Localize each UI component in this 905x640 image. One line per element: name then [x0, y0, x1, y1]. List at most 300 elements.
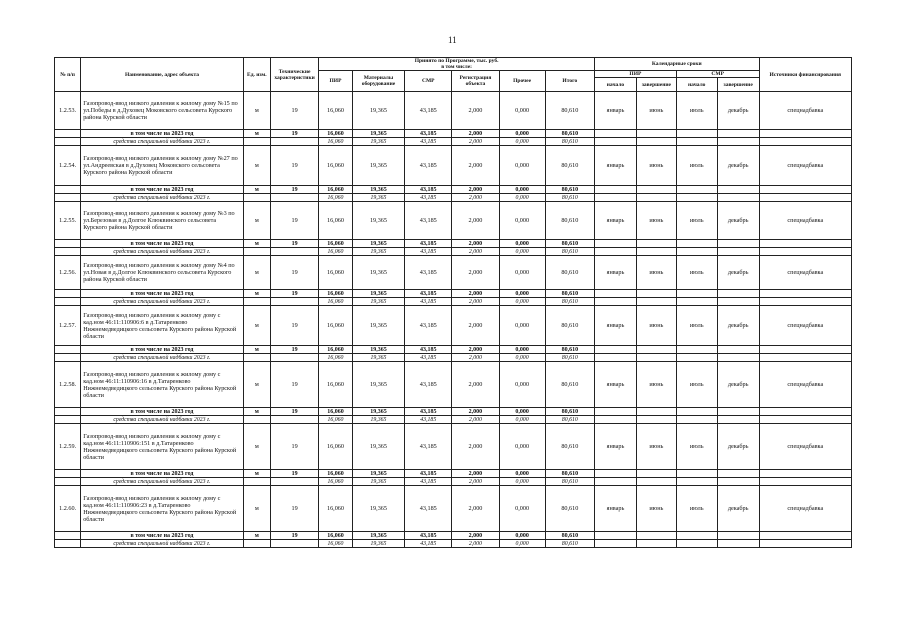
empty-cell — [243, 416, 270, 424]
header-cal-smr: СМР — [676, 71, 759, 78]
subtotal-unit: м — [243, 408, 270, 416]
empty-cell — [717, 478, 759, 486]
header-num: № п/п — [55, 58, 81, 92]
funding-source: спецнадбавка — [759, 202, 851, 240]
empty-cell — [676, 248, 717, 256]
header-unit: Ед. изм. — [243, 58, 270, 92]
empty-cell — [717, 248, 759, 256]
header-pir: ПИР — [319, 71, 353, 92]
other-value: 0,000 — [499, 202, 545, 240]
special-fund-smr: 43,185 — [405, 354, 452, 362]
empty-cell — [636, 408, 676, 416]
total-value: 80,610 — [545, 256, 594, 290]
smr-value: 43,185 — [405, 306, 452, 346]
registration-value: 2,000 — [452, 424, 499, 470]
funding-source: спецнадбавка — [759, 256, 851, 290]
special-fund-other: 0,000 — [499, 298, 545, 306]
pir-end: июнь — [636, 146, 676, 186]
special-fund-registration: 2,000 — [452, 248, 499, 256]
empty-cell — [595, 354, 637, 362]
header-registration: Регистрация объекта — [452, 71, 499, 92]
special-fund-registration: 2,000 — [452, 540, 499, 548]
empty-cell — [676, 290, 717, 298]
special-fund-other: 0,000 — [499, 354, 545, 362]
empty-cell — [55, 290, 81, 298]
header-accepted — [319, 58, 595, 71]
table-row — [55, 92, 852, 130]
subtotal-unit: м — [243, 290, 270, 298]
subtotal-label: в том числе на 2023 год — [81, 130, 244, 138]
unit: м — [243, 146, 270, 186]
special-fund-label: средства специальной надбавки 2023 г. — [81, 540, 244, 548]
tech-value: 19 — [270, 486, 318, 532]
smr-end: декабрь — [717, 306, 759, 346]
header-start-pir: начало — [595, 78, 637, 92]
total-value: 80,610 — [545, 424, 594, 470]
materials-value: 19,365 — [352, 202, 404, 240]
empty-cell — [717, 354, 759, 362]
subtotal-row — [55, 240, 852, 248]
registration-value: 2,000 — [452, 362, 499, 408]
smr-end: декабрь — [717, 362, 759, 408]
subtotal-registration: 2,000 — [452, 408, 499, 416]
total-value: 80,610 — [545, 362, 594, 408]
total-value: 80,610 — [545, 486, 594, 532]
empty-cell — [270, 248, 318, 256]
subtotal-other: 0,000 — [499, 130, 545, 138]
funding-source: спецнадбавка — [759, 306, 851, 346]
total-value: 80,610 — [545, 92, 594, 130]
object-name: Газопровод-ввод низкого давления к жилому дому №3 по ул.Березовая в д.Долгое Клюквинского сельсовета Курского района Курской области — [81, 202, 244, 240]
empty-cell — [595, 470, 637, 478]
other-value: 0,000 — [499, 92, 545, 130]
registration-value: 2,000 — [452, 486, 499, 532]
empty-cell — [676, 186, 717, 194]
pir-end: июнь — [636, 362, 676, 408]
empty-cell — [636, 138, 676, 146]
smr-value: 43,185 — [405, 362, 452, 408]
total-value: 80,610 — [545, 306, 594, 346]
header-end-pir: завершение — [636, 78, 676, 92]
empty-cell — [759, 540, 851, 548]
special-fund-pir: 16,060 — [319, 354, 353, 362]
special-fund-other: 0,000 — [499, 194, 545, 202]
subtotal-pir: 16,060 — [319, 240, 353, 248]
empty-cell — [676, 408, 717, 416]
empty-cell — [636, 130, 676, 138]
empty-cell — [717, 408, 759, 416]
empty-cell — [595, 408, 637, 416]
subtotal-tech: 19 — [270, 186, 318, 194]
special-fund-other: 0,000 — [499, 416, 545, 424]
empty-cell — [55, 186, 81, 194]
empty-cell — [595, 240, 637, 248]
materials-value: 19,365 — [352, 306, 404, 346]
empty-cell — [676, 478, 717, 486]
special-fund-label: средства специальной надбавки 2023 г. — [81, 354, 244, 362]
empty-cell — [636, 346, 676, 354]
empty-cell — [270, 194, 318, 202]
empty-cell — [759, 478, 851, 486]
empty-cell — [55, 194, 81, 202]
object-name: Газопровод-ввод низкого давления к жилому дому с кад.ном 46:11:110906:151 в д.Татаренково Нижнемедведицкого сельсовета Курского района Курской области — [81, 424, 244, 470]
unit: м — [243, 92, 270, 130]
pir-end: июнь — [636, 306, 676, 346]
funding-source: спецнадбавка — [759, 486, 851, 532]
special-fund-other: 0,000 — [499, 138, 545, 146]
empty-cell — [759, 240, 851, 248]
empty-cell — [243, 540, 270, 548]
empty-cell — [595, 248, 637, 256]
subtotal-unit: м — [243, 532, 270, 540]
empty-cell — [595, 478, 637, 486]
subtotal-tech: 19 — [270, 130, 318, 138]
empty-cell — [595, 532, 637, 540]
special-fund-smr: 43,185 — [405, 138, 452, 146]
subtotal-smr: 43,185 — [405, 186, 452, 194]
subtotal-pir: 16,060 — [319, 470, 353, 478]
empty-cell — [270, 540, 318, 548]
smr-start: июль — [676, 362, 717, 408]
subtotal-other: 0,000 — [499, 470, 545, 478]
smr-value: 43,185 — [405, 92, 452, 130]
empty-cell — [55, 240, 81, 248]
empty-cell — [55, 470, 81, 478]
pir-value: 16,060 — [319, 146, 353, 186]
special-fund-row — [55, 416, 852, 424]
empty-cell — [636, 290, 676, 298]
pir-value: 16,060 — [319, 424, 353, 470]
special-fund-other: 0,000 — [499, 478, 545, 486]
registration-value: 2,000 — [452, 92, 499, 130]
special-fund-pir: 16,060 — [319, 478, 353, 486]
smr-start: июль — [676, 92, 717, 130]
special-fund-row — [55, 540, 852, 548]
empty-cell — [759, 408, 851, 416]
funding-source: спецнадбавка — [759, 424, 851, 470]
subtotal-registration: 2,000 — [452, 346, 499, 354]
empty-cell — [759, 186, 851, 194]
special-fund-label: средства специальной надбавки 2023 г. — [81, 138, 244, 146]
special-fund-total: 80,610 — [545, 416, 594, 424]
materials-value: 19,365 — [352, 362, 404, 408]
smr-end: декабрь — [717, 486, 759, 532]
object-name: Газопровод-ввод низкого давления к жилому дому с кад.ном 46:11:110906:16 в д.Татаренково Нижнемедведицкого сельсовета Курского района Курской области — [81, 362, 244, 408]
pir-end: июнь — [636, 202, 676, 240]
subtotal-row — [55, 130, 852, 138]
empty-cell — [759, 354, 851, 362]
empty-cell — [717, 138, 759, 146]
subtotal-row — [55, 290, 852, 298]
pir-value: 16,060 — [319, 362, 353, 408]
empty-cell — [243, 194, 270, 202]
empty-cell — [595, 130, 637, 138]
special-fund-materials: 19,365 — [352, 416, 404, 424]
smr-end: декабрь — [717, 146, 759, 186]
empty-cell — [676, 470, 717, 478]
tech-value: 19 — [270, 306, 318, 346]
table-row — [55, 202, 852, 240]
pir-start: январь — [595, 486, 637, 532]
special-fund-smr: 43,185 — [405, 298, 452, 306]
pir-end: июнь — [636, 256, 676, 290]
smr-end: декабрь — [717, 92, 759, 130]
empty-cell — [55, 298, 81, 306]
subtotal-smr: 43,185 — [405, 532, 452, 540]
empty-cell — [55, 408, 81, 416]
table-row — [55, 486, 852, 532]
empty-cell — [676, 240, 717, 248]
subtotal-smr: 43,185 — [405, 130, 452, 138]
subtotal-pir: 16,060 — [319, 532, 353, 540]
header-start-smr: начало — [676, 78, 717, 92]
empty-cell — [717, 470, 759, 478]
subtotal-pir: 16,060 — [319, 346, 353, 354]
subtotal-materials: 19,365 — [352, 290, 404, 298]
empty-cell — [55, 346, 81, 354]
program-table — [54, 57, 852, 548]
object-name: Газопровод-ввод низкого давления к жилому дому №15 по ул.Победы в д.Духовец Моковского сельсовета Курского района Курской области — [81, 92, 244, 130]
smr-value: 43,185 — [405, 256, 452, 290]
tech-value: 19 — [270, 146, 318, 186]
empty-cell — [595, 298, 637, 306]
special-fund-materials: 19,365 — [352, 298, 404, 306]
registration-value: 2,000 — [452, 146, 499, 186]
empty-cell — [759, 346, 851, 354]
object-name: Газопровод-ввод низкого давления к жилому дому с кад.ном 46:11:110906:23 в д.Татаренково Нижнемедведицкого сельсовета Курского района Курской области — [81, 486, 244, 532]
subtotal-label: в том числе на 2023 год — [81, 186, 244, 194]
materials-value: 19,365 — [352, 92, 404, 130]
special-fund-row — [55, 354, 852, 362]
unit: м — [243, 486, 270, 532]
empty-cell — [676, 138, 717, 146]
empty-cell — [676, 354, 717, 362]
other-value: 0,000 — [499, 486, 545, 532]
empty-cell — [636, 416, 676, 424]
object-name: Газопровод-ввод низкого давления к жилому дому №27 по ул.Андреевская в д.Духовец Моковского сельсовета Курского района Курской области — [81, 146, 244, 186]
subtotal-tech: 19 — [270, 532, 318, 540]
empty-cell — [243, 138, 270, 146]
special-fund-materials: 19,365 — [352, 540, 404, 548]
empty-cell — [759, 194, 851, 202]
row-number: 1.2.56. — [55, 256, 81, 290]
special-fund-registration: 2,000 — [452, 194, 499, 202]
empty-cell — [55, 540, 81, 548]
empty-cell — [717, 240, 759, 248]
empty-cell — [270, 138, 318, 146]
subtotal-smr: 43,185 — [405, 470, 452, 478]
empty-cell — [636, 354, 676, 362]
empty-cell — [636, 532, 676, 540]
pir-value: 16,060 — [319, 306, 353, 346]
smr-value: 43,185 — [405, 146, 452, 186]
empty-cell — [55, 248, 81, 256]
total-value: 80,610 — [545, 202, 594, 240]
empty-cell — [595, 138, 637, 146]
special-fund-total: 80,610 — [545, 194, 594, 202]
subtotal-smr: 43,185 — [405, 290, 452, 298]
empty-cell — [717, 194, 759, 202]
empty-cell — [55, 532, 81, 540]
funding-source: спецнадбавка — [759, 362, 851, 408]
tech-value: 19 — [270, 362, 318, 408]
subtotal-label: в том числе на 2023 год — [81, 532, 244, 540]
pir-start: январь — [595, 202, 637, 240]
special-fund-pir: 16,060 — [319, 298, 353, 306]
empty-cell — [595, 416, 637, 424]
empty-cell — [759, 138, 851, 146]
object-name: Газопровод-ввод низкого давления к жилому дому с кад.ном 46:11:110906:6 в д.Татаренково Нижнемедведицкого сельсовета Курского района Курской области — [81, 306, 244, 346]
special-fund-registration: 2,000 — [452, 416, 499, 424]
empty-cell — [270, 478, 318, 486]
pir-start: январь — [595, 92, 637, 130]
empty-cell — [759, 248, 851, 256]
smr-value: 43,185 — [405, 202, 452, 240]
smr-start: июль — [676, 306, 717, 346]
smr-start: июль — [676, 146, 717, 186]
empty-cell — [595, 194, 637, 202]
subtotal-smr: 43,185 — [405, 346, 452, 354]
special-fund-materials: 19,365 — [352, 478, 404, 486]
special-fund-materials: 19,365 — [352, 248, 404, 256]
page-number: 11 — [448, 35, 457, 45]
row-number: 1.2.59. — [55, 424, 81, 470]
empty-cell — [717, 298, 759, 306]
empty-cell — [676, 194, 717, 202]
special-fund-smr: 43,185 — [405, 194, 452, 202]
unit: м — [243, 306, 270, 346]
other-value: 0,000 — [499, 306, 545, 346]
registration-value: 2,000 — [452, 202, 499, 240]
smr-start: июль — [676, 202, 717, 240]
empty-cell — [55, 354, 81, 362]
special-fund-row — [55, 478, 852, 486]
header-smr: СМР — [405, 71, 452, 92]
smr-end: декабрь — [717, 424, 759, 470]
empty-cell — [759, 532, 851, 540]
empty-cell — [717, 532, 759, 540]
special-fund-pir: 16,060 — [319, 248, 353, 256]
empty-cell — [636, 470, 676, 478]
subtotal-row — [55, 470, 852, 478]
subtotal-unit: м — [243, 346, 270, 354]
header-cal-pir: ПИР — [595, 71, 677, 78]
special-fund-row — [55, 194, 852, 202]
empty-cell — [717, 540, 759, 548]
table-row — [55, 256, 852, 290]
subtotal-materials: 19,365 — [352, 532, 404, 540]
object-name: Газопровод-ввод низкого давления к жилому дому №4 по ул.Новая в д.Долгое Клюквинского сельсовета Курского района Курской области — [81, 256, 244, 290]
empty-cell — [717, 130, 759, 138]
special-fund-smr: 43,185 — [405, 478, 452, 486]
special-fund-label: средства специальной надбавки 2023 г. — [81, 248, 244, 256]
subtotal-other: 0,000 — [499, 346, 545, 354]
subtotal-materials: 19,365 — [352, 346, 404, 354]
subtotal-total: 80,610 — [545, 186, 594, 194]
smr-start: июль — [676, 256, 717, 290]
empty-cell — [759, 298, 851, 306]
pir-value: 16,060 — [319, 202, 353, 240]
subtotal-total: 80,610 — [545, 130, 594, 138]
subtotal-other: 0,000 — [499, 186, 545, 194]
table-row — [55, 424, 852, 470]
empty-cell — [759, 470, 851, 478]
other-value: 0,000 — [499, 146, 545, 186]
header-accepted-title: Принято по Программе, тыс. руб. — [414, 58, 499, 64]
subtotal-tech: 19 — [270, 408, 318, 416]
subtotal-registration: 2,000 — [452, 240, 499, 248]
subtotal-label: в том числе на 2023 год — [81, 290, 244, 298]
table-row — [55, 306, 852, 346]
special-fund-total: 80,610 — [545, 248, 594, 256]
subtotal-label: в том числе на 2023 год — [81, 470, 244, 478]
subtotal-pir: 16,060 — [319, 408, 353, 416]
special-fund-pir: 16,060 — [319, 540, 353, 548]
subtotal-registration: 2,000 — [452, 470, 499, 478]
empty-cell — [759, 416, 851, 424]
empty-cell — [676, 298, 717, 306]
empty-cell — [595, 290, 637, 298]
empty-cell — [243, 354, 270, 362]
pir-start: январь — [595, 256, 637, 290]
tech-value: 19 — [270, 202, 318, 240]
subtotal-row — [55, 408, 852, 416]
empty-cell — [243, 298, 270, 306]
pir-value: 16,060 — [319, 256, 353, 290]
subtotal-unit: м — [243, 130, 270, 138]
special-fund-other: 0,000 — [499, 248, 545, 256]
registration-value: 2,000 — [452, 256, 499, 290]
empty-cell — [595, 186, 637, 194]
empty-cell — [595, 346, 637, 354]
special-fund-other: 0,000 — [499, 540, 545, 548]
empty-cell — [270, 354, 318, 362]
special-fund-registration: 2,000 — [452, 298, 499, 306]
empty-cell — [676, 532, 717, 540]
special-fund-materials: 19,365 — [352, 138, 404, 146]
subtotal-tech: 19 — [270, 346, 318, 354]
pir-start: январь — [595, 306, 637, 346]
registration-value: 2,000 — [452, 306, 499, 346]
special-fund-total: 80,610 — [545, 540, 594, 548]
empty-cell — [243, 478, 270, 486]
subtotal-label: в том числе на 2023 год — [81, 408, 244, 416]
special-fund-registration: 2,000 — [452, 478, 499, 486]
unit: м — [243, 202, 270, 240]
subtotal-total: 80,610 — [545, 240, 594, 248]
pir-end: июнь — [636, 486, 676, 532]
special-fund-smr: 43,185 — [405, 540, 452, 548]
row-number: 1.2.53. — [55, 92, 81, 130]
special-fund-smr: 43,185 — [405, 416, 452, 424]
empty-cell — [717, 416, 759, 424]
special-fund-materials: 19,365 — [352, 354, 404, 362]
subtotal-total: 80,610 — [545, 408, 594, 416]
empty-cell — [717, 290, 759, 298]
subtotal-materials: 19,365 — [352, 186, 404, 194]
materials-value: 19,365 — [352, 424, 404, 470]
special-fund-pir: 16,060 — [319, 138, 353, 146]
subtotal-total: 80,610 — [545, 290, 594, 298]
empty-cell — [717, 186, 759, 194]
unit: м — [243, 424, 270, 470]
materials-value: 19,365 — [352, 146, 404, 186]
empty-cell — [676, 130, 717, 138]
subtotal-unit: м — [243, 470, 270, 478]
tech-value: 19 — [270, 92, 318, 130]
special-fund-label: средства специальной надбавки 2023 г. — [81, 298, 244, 306]
subtotal-pir: 16,060 — [319, 290, 353, 298]
